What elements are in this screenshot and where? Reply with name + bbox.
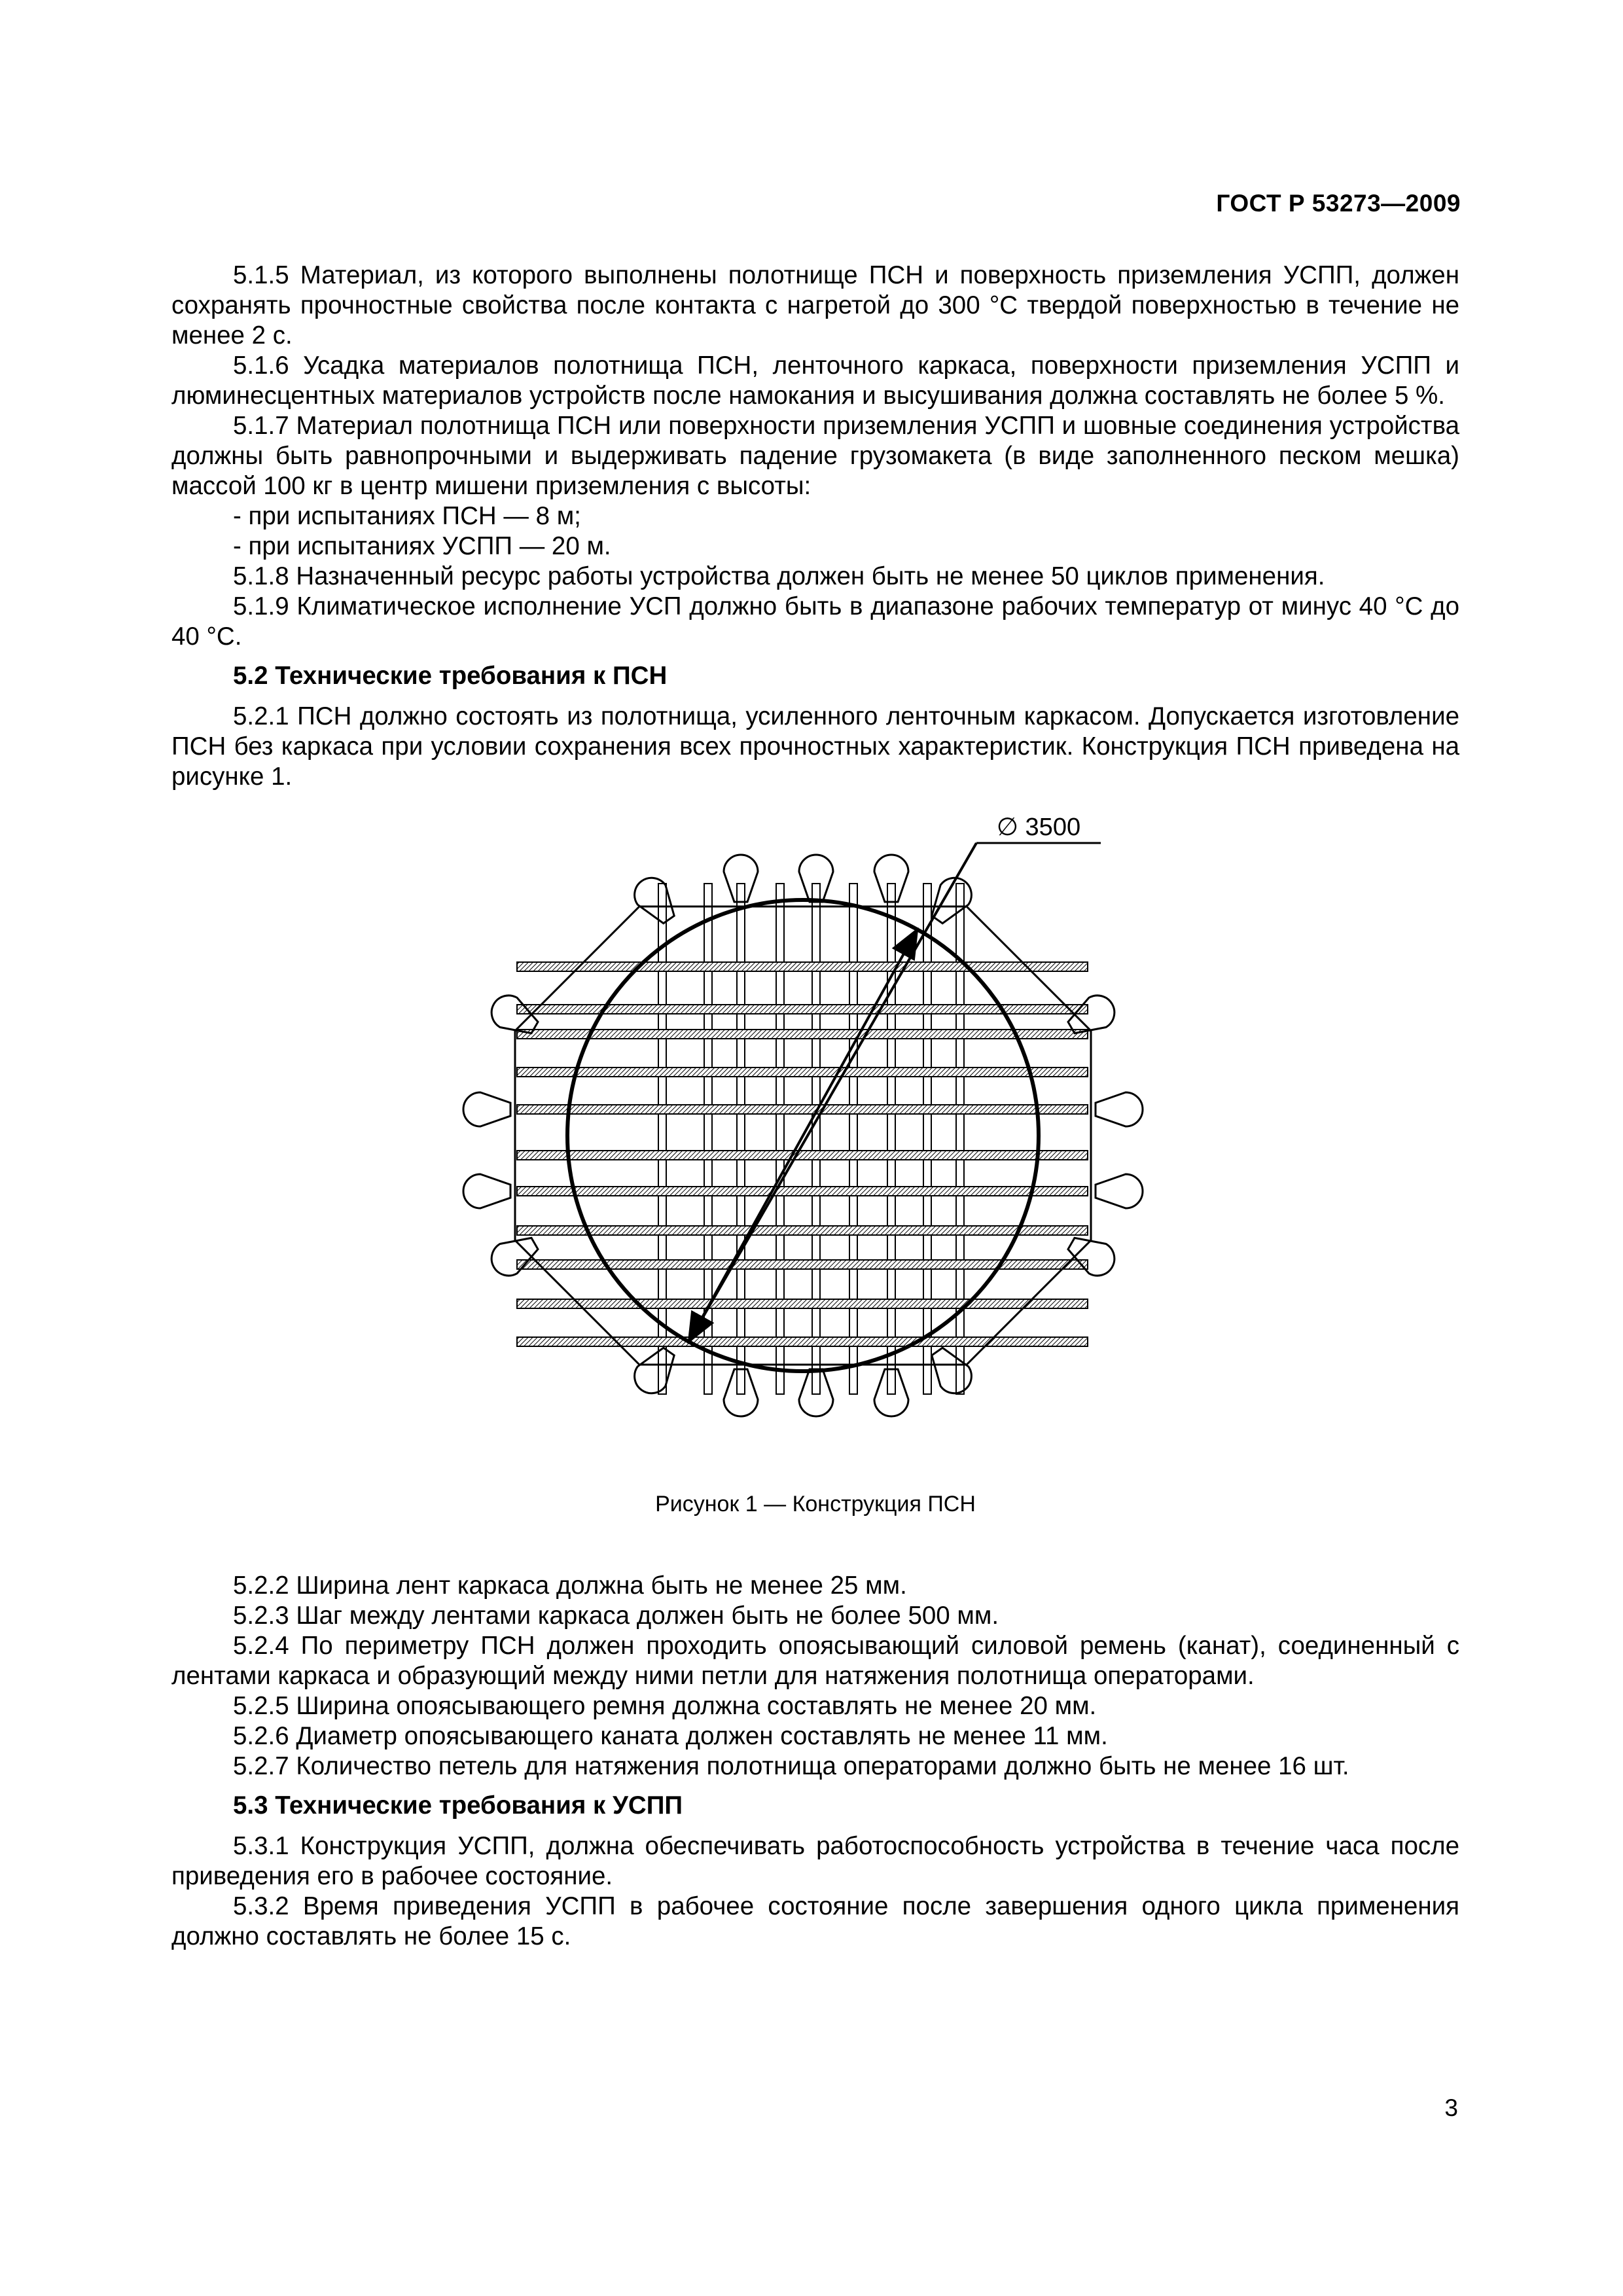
tension-loop xyxy=(463,1174,510,1208)
frame-tape-vertical xyxy=(776,884,784,1394)
list-item-psn-height: - при испытаниях ПСН — 8 м; xyxy=(233,502,581,530)
frame-tape-horizontal xyxy=(517,1067,1088,1077)
frame-tape-horizontal xyxy=(517,1105,1088,1114)
paragraph-5-2-1: 5.2.1 ПСН должно состоять из полотнища, усиленного ленточным каркасом. Допускается изготовление ПСН без каркаса при условии сохранения всех прочностных характеристик. Конструкция ПСН приведена на рисунке 1. xyxy=(171,702,1459,791)
list-item-uspp-height: - при испытаниях УСПП — 20 м. xyxy=(233,532,611,560)
frame-tape-vertical xyxy=(849,884,857,1394)
diameter-label: ∅ 3500 xyxy=(996,814,1081,841)
paragraph-5-2-4: 5.2.4 По периметру ПСН должен проходить опоясывающий силовой ремень (канат), соединенный с лентами каркаса и образующий между ними петли для натяжения полотнища операторами. xyxy=(171,1632,1459,1690)
tension-loop xyxy=(628,871,683,929)
paragraph-5-3-2: 5.3.2 Время приведения УСПП в рабочее состояние после завершения одного цикла применения должно составлять не более 15 с. xyxy=(171,1892,1459,1950)
frame-tape-horizontal xyxy=(517,1337,1088,1346)
tension-loop xyxy=(1096,1174,1143,1208)
frame-tape-vertical xyxy=(704,884,712,1394)
document-id-header: ГОСТ Р 53273—2009 xyxy=(1216,190,1461,217)
frame-tape-vertical xyxy=(658,884,666,1394)
paragraph-5-1-9: 5.1.9 Климатическое исполнение УСП должно быть в диапазоне рабочих температур от минус 40 °С до 40 °С. xyxy=(171,592,1459,651)
frame-tape-horizontal xyxy=(517,962,1088,971)
paragraph-5-1-5: 5.1.5 Материал, из которого выполнены полотнище ПСН и поверхность приземления УСПП, должен сохранять прочностные свойства после контакта с нагретой до 300 °С твердой поверхностью в течение не менее 2 с. xyxy=(171,261,1459,350)
paragraph-5-1-8: 5.1.8 Назначенный ресурс работы устройства должен быть не менее 50 циклов применения. xyxy=(233,562,1325,590)
section-heading-5-2: 5.2 Технические требования к ПСН xyxy=(233,662,668,690)
frame-tape-horizontal xyxy=(517,1030,1088,1039)
paragraph-5-1-6: 5.1.6 Усадка материалов полотнища ПСН, ленточного каркаса, поверхности приземления УСПП и люминесцентных материалов устройств после намокания и высушивания должна составлять не более 5 %. xyxy=(171,351,1459,410)
frame-tape-horizontal xyxy=(517,1299,1088,1308)
section-heading-5-3: 5.3 Технические требования к УСПП xyxy=(233,1791,683,1820)
tension-loop xyxy=(1096,1092,1143,1126)
paragraph-5-1-7: 5.1.7 Материал полотнища ПСН или поверхности приземления УСПП и шовные соединения устройства должны быть равнопрочными и выдерживать падение грузомакета (в виде заполненного песком мешка) массой 100 кг в центр мишени приземления с высоты: xyxy=(171,412,1459,500)
frame-tape-vertical xyxy=(923,884,931,1394)
psn-construction-drawing xyxy=(171,805,1459,1486)
figure-psn-construction xyxy=(171,805,1459,1571)
figure-caption: Рисунок 1 — Конструкция ПСН xyxy=(655,1492,976,1516)
diameter-arrow xyxy=(688,929,917,1342)
frame-tape-horizontal xyxy=(517,1226,1088,1235)
paragraph-5-2-6: 5.2.6 Диаметр опоясывающего каната должен составлять не менее 11 мм. xyxy=(233,1722,1108,1750)
tension-loop xyxy=(463,1092,510,1126)
page-number: 3 xyxy=(1444,2094,1458,2121)
frame-tape-vertical xyxy=(737,884,745,1394)
frame-tape-vertical xyxy=(812,884,820,1394)
paragraph-5-2-7: 5.2.7 Количество петель для натяжения полотнища операторами должно быть не менее 16 шт. xyxy=(233,1752,1349,1780)
paragraph-5-2-5: 5.2.5 Ширина опоясывающего ремня должна составлять не менее 20 мм. xyxy=(233,1692,1097,1720)
frame-tape-vertical xyxy=(887,884,895,1394)
paragraph-5-2-2: 5.2.2 Ширина лент каркаса должна быть не менее 25 мм. xyxy=(233,1571,907,1600)
paragraph-5-3-1: 5.3.1 Конструкция УСПП, должна обеспечивать работоспособность устройства в течение часа после приведения его в рабочее состояние. xyxy=(171,1832,1459,1890)
page-content xyxy=(171,260,1459,1952)
frame-tape-horizontal xyxy=(517,1187,1088,1196)
paragraph-5-2-3: 5.2.3 Шаг между лентами каркаса должен быть не более 500 мм. xyxy=(233,1602,999,1630)
frame-tape-horizontal xyxy=(517,1151,1088,1160)
tension-loop xyxy=(628,1342,683,1400)
